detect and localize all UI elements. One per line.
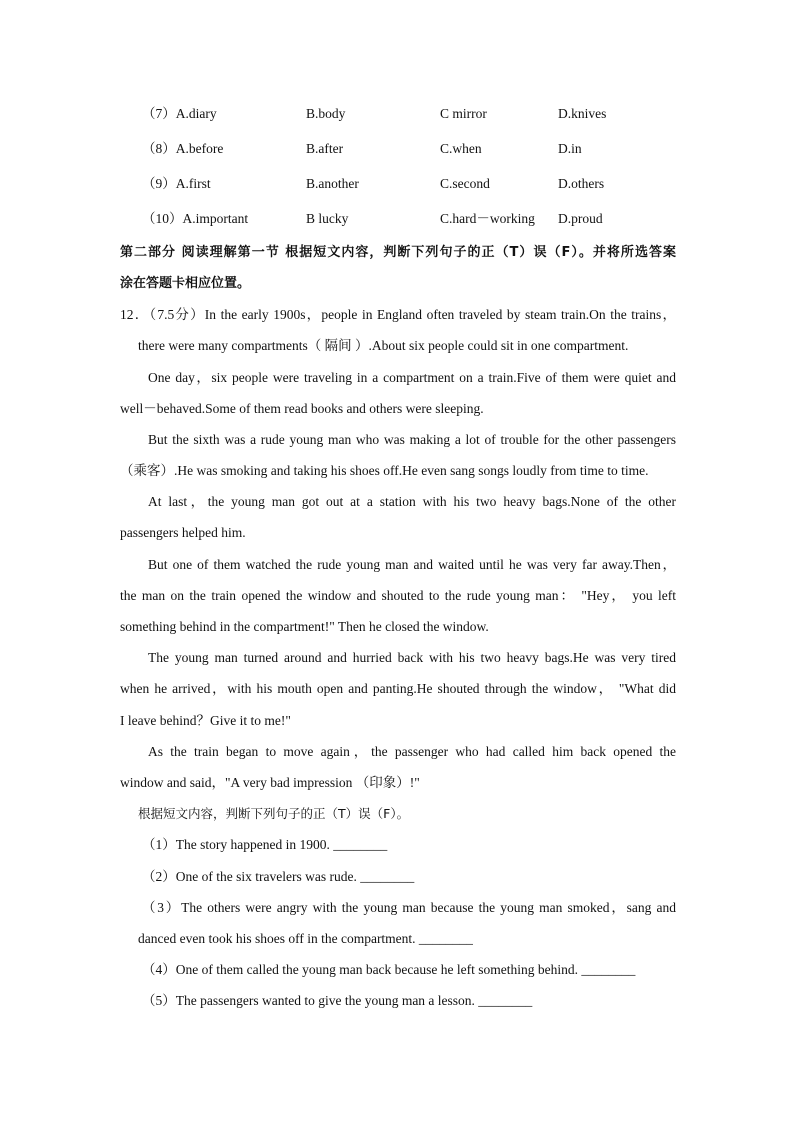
question-2: （2）One of the six travelers was rude. ________ [142, 869, 415, 884]
option-b: B lucky [306, 211, 349, 226]
option-row-10 [0, 209, 794, 229]
option-b: B.body [306, 106, 346, 121]
option-c: C.when [440, 141, 482, 156]
question-3-cont: danced even took his shoes off in the compartment. ________ [138, 931, 473, 946]
passage-line: I leave behind？Give it to me!" [120, 713, 291, 728]
section-heading-line1: 第二部分 阅读理解第一节 根据短文内容，判断下列句子的正（T）误（F）。并将所选答案 [120, 245, 676, 260]
passage-line: The young man turned around and hurried back with his two heavy bags.He was very tired [148, 650, 676, 665]
passage-line: One day，six people were traveling in a compartment on a train.Five of them were quiet and [148, 370, 676, 385]
option-d: D.others [558, 176, 605, 191]
option-c: C.hard－working [440, 211, 535, 226]
option-number: （7）A.diary [142, 106, 217, 121]
passage-line: there were many compartments（ 隔间 ）.About six people could sit in one compartment. [138, 338, 629, 353]
option-d: D.knives [558, 106, 607, 121]
option-row-8 [0, 139, 794, 159]
option-number: （10）A.important [142, 211, 249, 226]
passage-line: But one of them watched the rude young man and waited until he was very far away.Then， [148, 557, 676, 572]
passage-line: （乘客）.He was smoking and taking his shoes off.He even sang songs loudly from time to time. [120, 463, 649, 478]
option-number: （9）A.first [142, 176, 211, 191]
passage-line: 12．（7.5分）In the early 1900s，people in England often traveled by steam train.On the trains， [120, 307, 676, 322]
option-c: C mirror [440, 106, 487, 121]
option-row-7 [0, 104, 794, 124]
passage-line: the man on the train opened the window and shouted to the rude young man： "Hey， you left [120, 588, 676, 603]
passage-line: well－behaved.Some of them read books and others were sleeping. [120, 401, 484, 416]
option-number: （8）A.before [142, 141, 224, 156]
passage-line: At last，the young man got out at a station with his two heavy bags.None of the other [148, 494, 676, 509]
option-d: D.proud [558, 211, 603, 226]
question-4: （4）One of them called the young man back because he left something behind. ________ [142, 962, 636, 977]
passage-line: when he arrived，with his mouth open and panting.He shouted through the window， "What did [120, 681, 676, 696]
option-c: C.second [440, 176, 490, 191]
question-1: （1）The story happened in 1900. ________ [142, 837, 388, 852]
passage-line: passengers helped him. [120, 525, 246, 540]
option-d: D.in [558, 141, 582, 156]
question-3: （3）The others were angry with the young man because the young man smoked，sang and [142, 900, 676, 915]
instruction: 根据短文内容，判断下列句子的正（T）误（F）。 [138, 806, 410, 821]
section-heading-line2: 涂在答题卡相应位置。 [120, 276, 251, 291]
passage-line: something behind in the compartment!" Then he closed the window. [120, 619, 489, 634]
question-5: （5）The passengers wanted to give the young man a lesson. ________ [142, 993, 533, 1008]
passage-line: But the sixth was a rude young man who was making a lot of trouble for the other passengers [148, 432, 676, 447]
section-heading [120, 237, 676, 299]
option-b: B.another [306, 176, 359, 191]
option-row-9 [0, 174, 794, 194]
passage-line: window and said，"A very bad impression （印象）!" [120, 775, 420, 790]
passage-line: As the train began to move again，the passenger who had called him back opened the [148, 744, 676, 759]
option-b: B.after [306, 141, 344, 156]
